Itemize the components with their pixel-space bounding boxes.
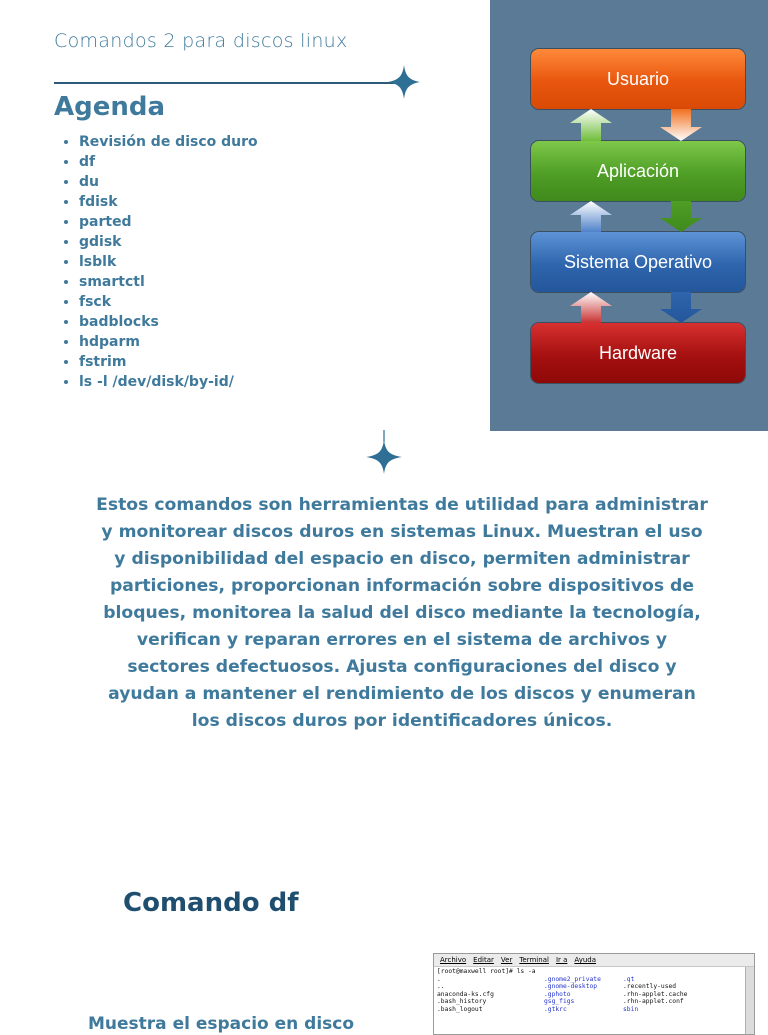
- agenda-item: • smartctl: [79, 272, 258, 292]
- terminal-cell: .gtkrc: [544, 1005, 567, 1013]
- terminal-cell: .rhn-applet.cache: [623, 990, 688, 998]
- sparkle-star-icon: [366, 430, 402, 474]
- terminal-line: [437, 976, 754, 984]
- arrow-down-icon: [660, 201, 702, 232]
- terminal-cell: .bash_history: [437, 998, 487, 1006]
- agenda-item: • hdparm: [79, 332, 258, 352]
- terminal-cell: gsg_figs: [544, 998, 575, 1006]
- agenda-item: • gdisk: [79, 232, 258, 252]
- header-divider: [54, 82, 404, 84]
- terminal-line: [437, 991, 754, 999]
- sparkle-star-icon: [388, 65, 420, 99]
- layer-aplicacion: Aplicación: [531, 141, 745, 201]
- agenda-item: • du: [79, 172, 258, 192]
- terminal-cell: .gphoto: [544, 990, 571, 998]
- terminal-line: [437, 983, 754, 991]
- terminal-cell: .bash_logout: [437, 1005, 483, 1013]
- agenda-item: • fsck: [79, 292, 258, 312]
- terminal-cell: .qt: [623, 975, 635, 983]
- terminal-cell: ..: [437, 983, 445, 991]
- agenda-item: • ls -l /dev/disk/by-id/: [79, 372, 258, 392]
- agenda-heading: Agenda: [54, 92, 166, 122]
- terminal-cell: .gnome-desktop: [544, 983, 598, 991]
- agenda-item: • fstrim: [79, 352, 258, 372]
- document-subtitle: Comandos 2 para discos linux: [54, 30, 348, 52]
- terminal-cell: anaconda-ks.cfg: [437, 990, 494, 998]
- terminal-screenshot: [433, 953, 755, 1035]
- agenda-item: • df: [79, 152, 258, 172]
- terminal-cell: .gnome2_private: [544, 975, 601, 983]
- terminal-scrollbar: [745, 967, 754, 1035]
- description-paragraph: Estos comandos son herramientas de utilidad para administrar y monitorear discos duros en sistemas Linux. Muestran el uso y disponibilidad del espacio en disco, permiten administrar particiones, proporcionan información sobre dispositivos de bloques, monitorea la salud del disco mediante la tecnología, verifican y reparan errores en el sistema de archivos y sectores defectuosos. Ajusta configuraciones del disco y ayudan a mantener el rendimiento de los discos y enumeran los discos duros por identificadores únicos.: [96, 495, 708, 731]
- arrow-up-icon: [570, 292, 612, 323]
- terminal-output: [434, 967, 754, 1014]
- terminal-cell: .rhn-applet.conf: [623, 998, 684, 1006]
- terminal-cell: sbin: [623, 1005, 639, 1013]
- layer-sistema-operativo: Sistema Operativo: [531, 232, 745, 292]
- terminal-menubar: [434, 954, 754, 967]
- terminal-menu-item[interactable]: Terminal: [519, 956, 549, 964]
- terminal-prompt: [root@maxwell root]# ls -a: [437, 968, 536, 975]
- arrow-down-icon: [660, 109, 702, 141]
- terminal-menu-item[interactable]: Ir a: [555, 956, 568, 964]
- agenda-item: • parted: [79, 212, 258, 232]
- terminal-menu-item[interactable]: Archivo: [440, 956, 467, 964]
- terminal-cell: .recently-used: [623, 983, 677, 991]
- agenda-item: • Revisión de disco duro: [79, 132, 258, 152]
- terminal-menu-item[interactable]: Ayuda: [574, 956, 597, 964]
- agenda-list: [60, 132, 258, 392]
- section-text: Muestra el espacio en disco: [88, 1014, 355, 1034]
- layer-hardware: Hardware: [531, 323, 745, 383]
- os-layers-diagram: [490, 0, 768, 431]
- terminal-line: [437, 998, 754, 1006]
- agenda-item: • fdisk: [79, 192, 258, 212]
- arrow-up-icon: [570, 109, 612, 141]
- agenda-item: • badblocks: [79, 312, 258, 332]
- terminal-menu-item[interactable]: Editar: [473, 956, 494, 964]
- section-heading: Comando df: [123, 888, 299, 918]
- agenda-item: • lsblk: [79, 252, 258, 272]
- layer-usuario: Usuario: [531, 49, 745, 109]
- terminal-cell: .: [437, 975, 441, 983]
- terminal-menu-item[interactable]: Ver: [500, 956, 513, 964]
- arrow-down-icon: [660, 292, 702, 323]
- arrow-up-icon: [570, 201, 612, 232]
- terminal-line: [437, 1006, 754, 1014]
